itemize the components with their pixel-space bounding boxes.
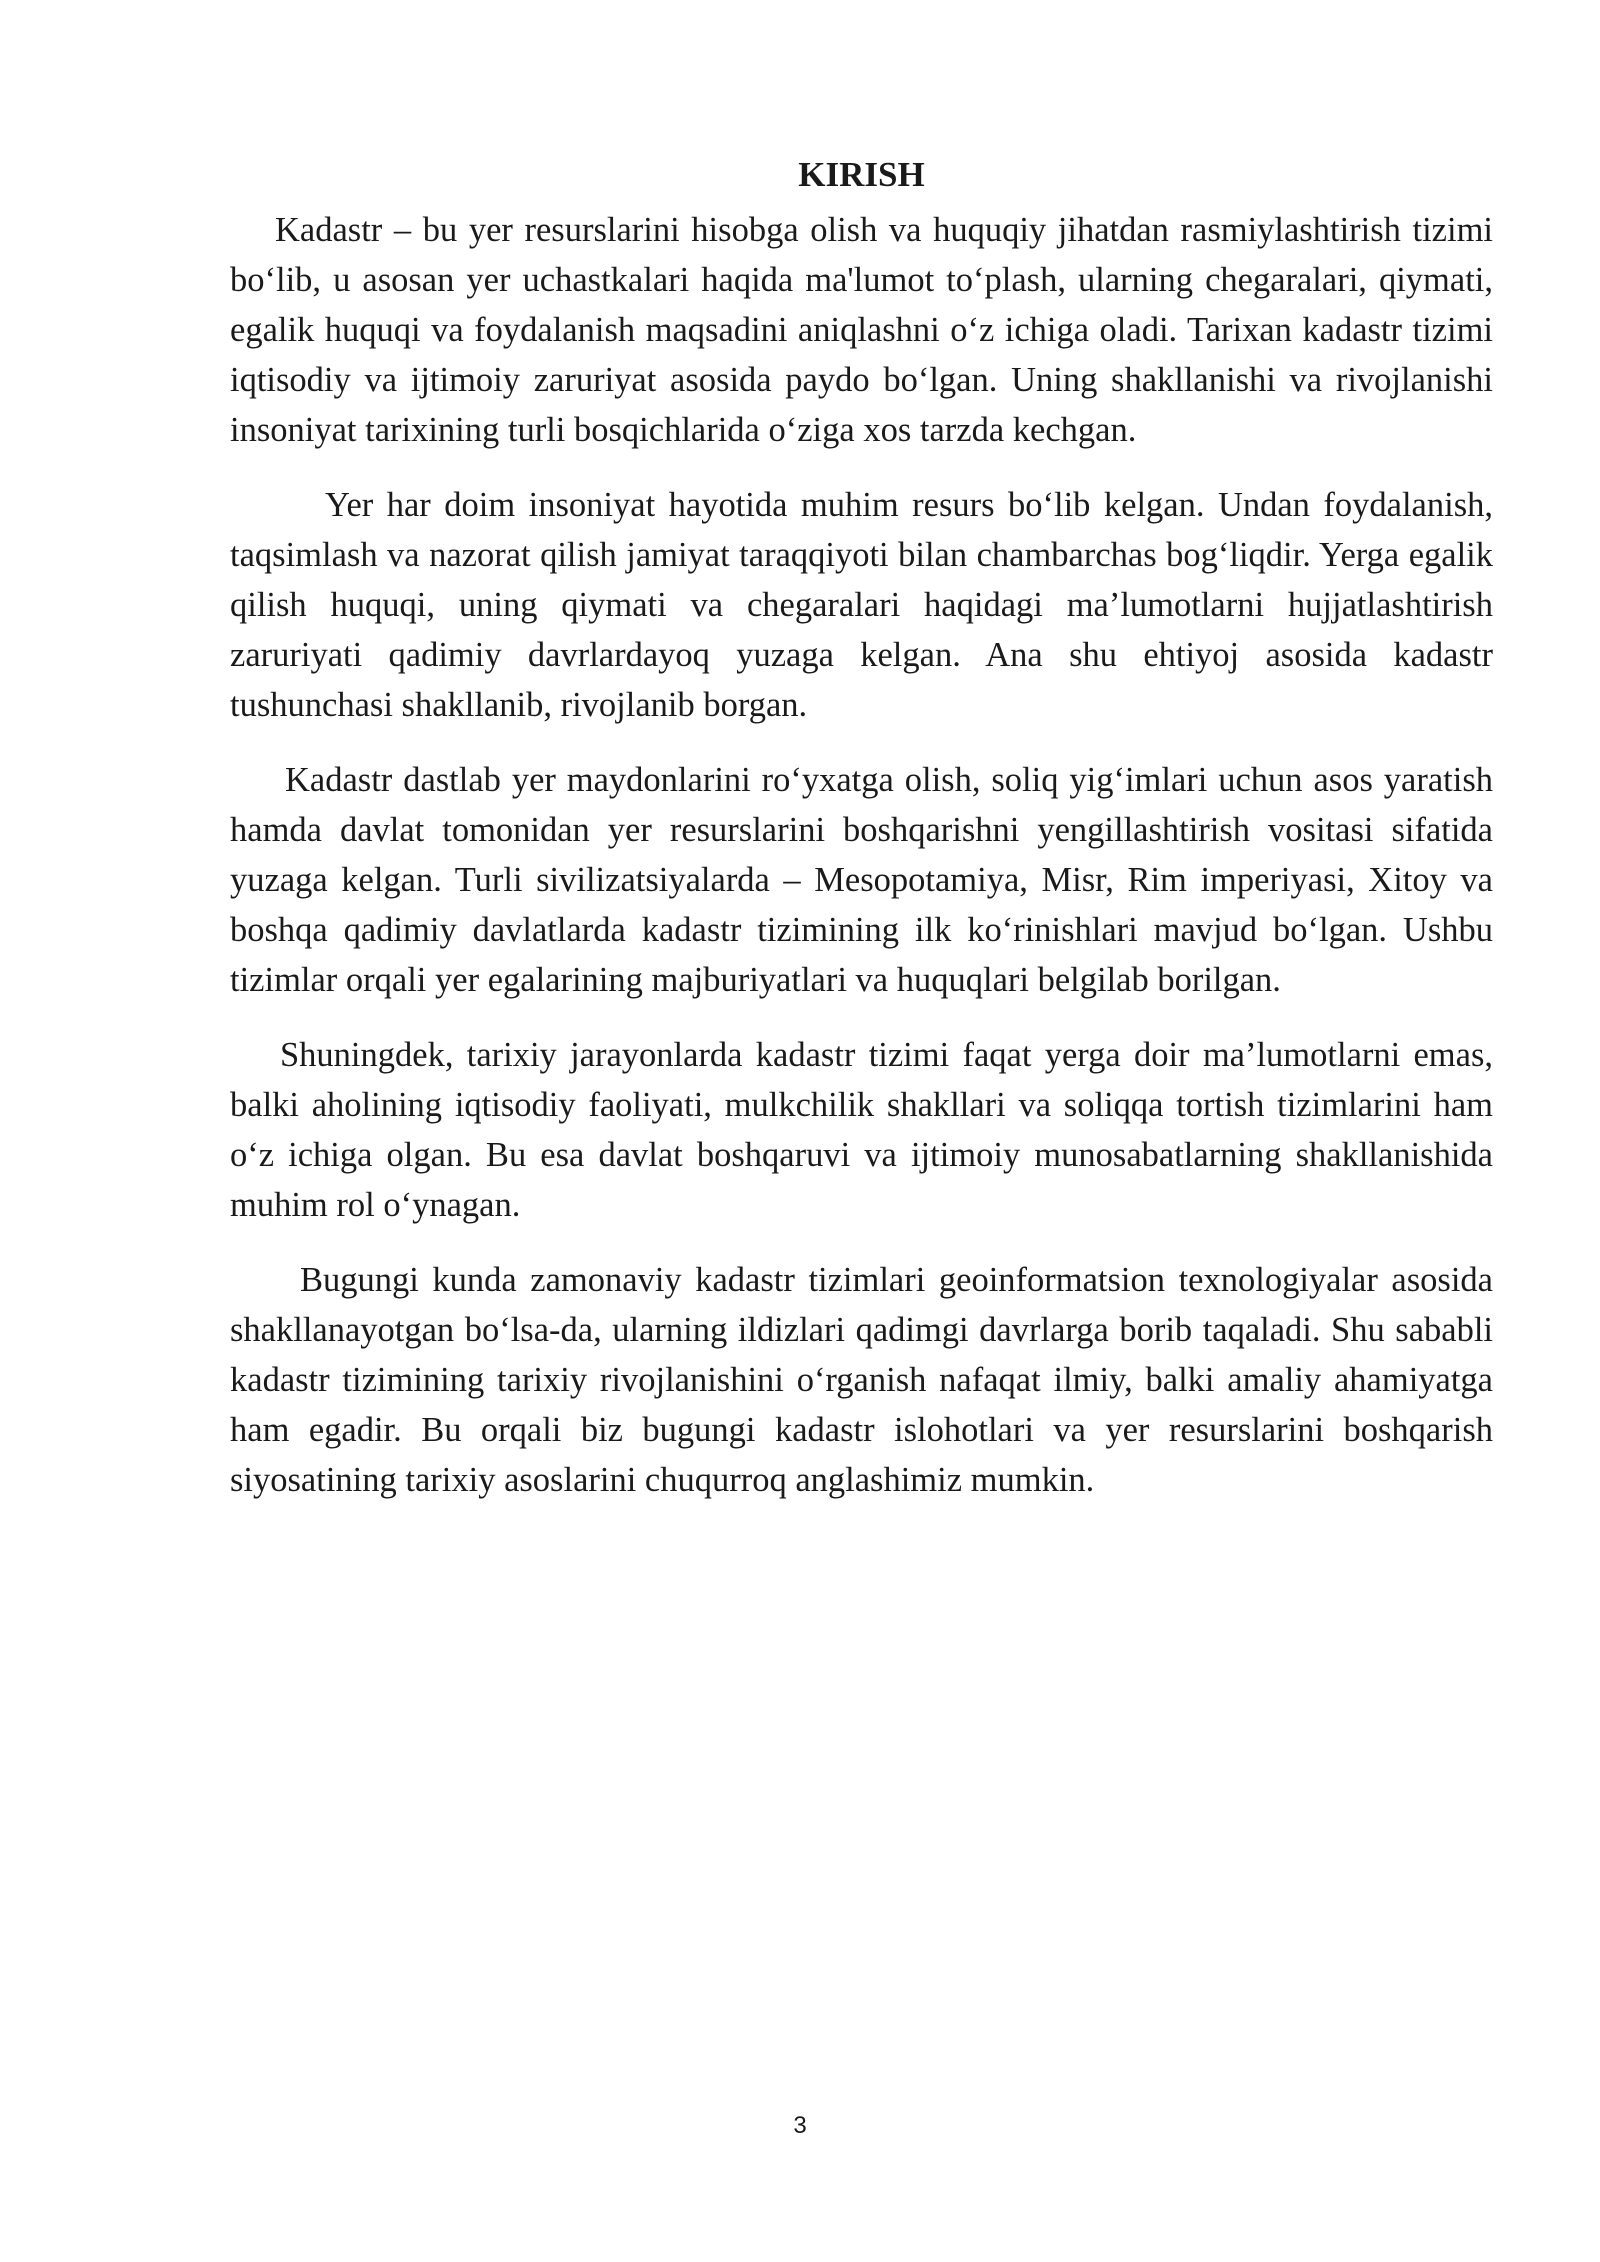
page-content bbox=[230, 145, 1493, 1530]
paragraph-5: Bugungi kunda zamonaviy kadastr tizimlari geoinformatsion texnologiyalar asosida shakllanayotgan bo‘lsa-da, ularning ildizlari qadimgi davrlarga borib taqaladi. Shu sababli kadastr tizimining tarixiy rivojlanishini o‘rganish nafaqat ilmiy, balki amaliy ahamiyatga ham egadir. Bu orqali biz bugungi kadastr islohotlari va yer resurslarini boshqarish siyosatining tarixiy asoslarini chuqurroq anglashimiz mumkin. bbox=[230, 1261, 1493, 1499]
paragraph-4: Shuningdek, tarixiy jarayonlarda kadastr tizimi faqat yerga doir ma’lumotlarni emas, balki aholining iqtisodiy faoliyati, mulkchilik shakllari va soliqqa tortish tizimlarini ham o‘z ichiga olgan. Bu esa davlat boshqaruvi va ijtimoiy munosabatlarning shakllanishida muhim rol o‘ynagan. bbox=[230, 1036, 1493, 1224]
paragraph-1: Kadastr – bu yer resurslarini hisobga olish va huquqiy jihatdan rasmiylashtirish tizimi bo‘lib, u asosan yer uchastkalari haqida ma'lumot to‘plash, ularning chegaralari, qiymati, egalik huquqi va foydalanish maqsadini aniqlashni o‘z ichiga oladi. Tarixan kadastr tizimi iqtisodiy va ijtimoiy zaruriyat asosida paydo bo‘lgan. Uning shakllanishi va rivojlanishi insoniyat tarixining turli bosqichlarida o‘ziga xos tarzda kechgan. bbox=[230, 211, 1493, 449]
section-title: KIRISH bbox=[798, 155, 925, 194]
paragraph-2: Yer har doim insoniyat hayotida muhim resurs bo‘lib kelgan. Undan foydalanish, taqsimlash va nazorat qilish jamiyat taraqqiyoti bilan chambarchas bog‘liqdir. Yerga egalik qilish huquqi, uning qiymati va chegaralari haqidagi ma’lumotlarni hujjatlashtirish zaruriyati qadimiy davrlardayoq yuzaga kelgan. Ana shu ehtiyoj asosida kadastr tushunchasi shakllanib, rivojlanib borgan. bbox=[230, 486, 1493, 724]
page-number: 3 bbox=[793, 2112, 807, 2139]
paragraph-3: Kadastr dastlab yer maydonlarini ro‘yxatga olish, soliq yig‘imlari uchun asos yaratish hamda davlat tomonidan yer resurslarini boshqarishni yengillashtirish vositasi sifatida yuzaga kelgan. Turli sivilizatsiyalarda – Mesopotamiya, Misr, Rim imperiyasi, Xitoy va boshqa qadimiy davlatlarda kadastr tizimining ilk ko‘rinishlari mavjud bo‘lgan. Ushbu tizimlar orqali yer egalarining majburiyatlari va huquqlari belgilab borilgan. bbox=[230, 761, 1493, 999]
